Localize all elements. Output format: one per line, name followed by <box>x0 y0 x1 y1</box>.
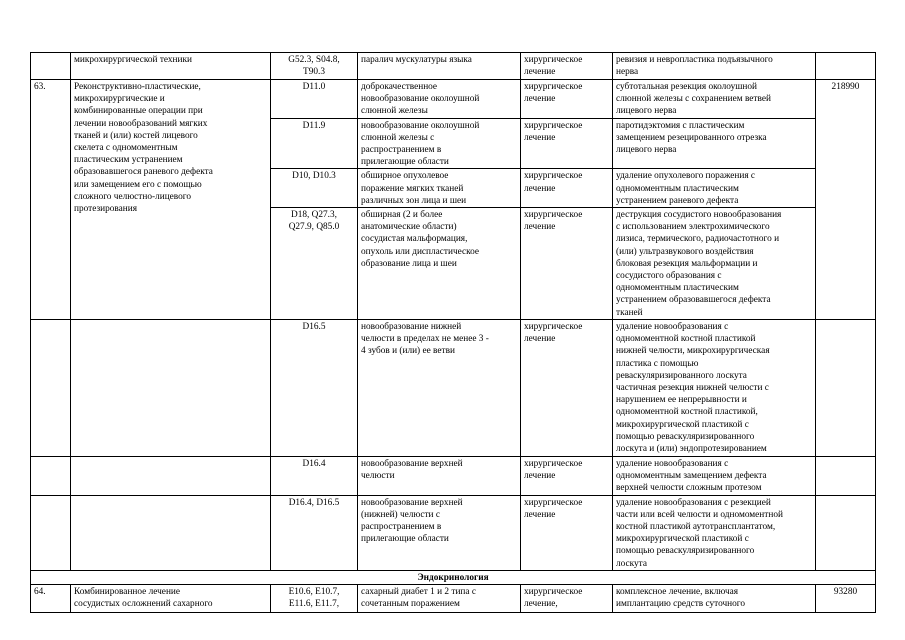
row-code: D11.9 <box>271 118 358 169</box>
row-method: удаление новообразования с резекцией части или всей челюсти и одномоментной костной пластикой аутотрансплантатом, микрохирургической пластикой с помощью реваскуляризированного лоскута <box>613 495 816 570</box>
row-cost <box>816 495 876 570</box>
row-code: G52.3, S04.8, T90.3 <box>271 53 358 80</box>
row-method: комплексное лечение, включая имплантацию средств суточного <box>613 585 816 613</box>
row-name <box>71 457 271 496</box>
row-cost <box>816 53 876 80</box>
row-name: Реконструктивно-пластические, микрохирургические и комбинированные операции при лечении новообразований мягких тканей и (или) костей лицевого скелета с одномоментным пластическим устранением образовавшегося раневого дефекта или замещением его с помощью сложного челюстно-лицевого протезирования <box>71 80 271 320</box>
row-code: D16.4 <box>271 457 358 496</box>
row-code: D16.5 <box>271 320 358 457</box>
services-table <box>30 52 876 613</box>
row-cost <box>816 457 876 496</box>
table-row <box>31 495 876 570</box>
table-row <box>31 80 876 119</box>
row-model: сахарный диабет 1 и 2 типа с сочетанным поражением <box>358 585 521 613</box>
row-method: удаление новообразования с одномоментной костной пластикой нижней челюсти, микрохирургическая пластика с помощью реваскуляризированного лоскута частичная резекция нижней челюсти с нарушением ее непрерывности и одномоментной костной пластикой, микрохирургической пластикой с помощью реваскуляризированного лоскута и (или) эндопротезированием <box>613 320 816 457</box>
row-method: удаление новообразования с одномоментным замещением дефекта верхней челюсти сложным протезом <box>613 457 816 496</box>
row-cost: 93280 <box>816 585 876 613</box>
row-name <box>71 495 271 570</box>
row-number <box>31 320 71 457</box>
row-name <box>71 320 271 457</box>
row-type: хирургическое лечение <box>521 118 613 169</box>
row-model: новообразование верхней (нижней) челюсти с распространением в прилегающие области <box>358 495 521 570</box>
row-type: хирургическое лечение <box>521 80 613 119</box>
row-name: микрохирургической техники <box>71 53 271 80</box>
row-type: хирургическое лечение, <box>521 585 613 613</box>
row-method: ревизия и невропластика подъязычного нерва <box>613 53 816 80</box>
row-type: хирургическое лечение <box>521 53 613 80</box>
table-row <box>31 53 876 80</box>
section-title: Эндокринология <box>31 570 876 584</box>
row-model: обширная (2 и более анатомические области) сосудистая мальформация, опухоль или диспластическое образование лица и шеи <box>358 208 521 320</box>
row-number: 64. <box>31 585 71 613</box>
row-model: паралич мускулатуры языка <box>358 53 521 80</box>
row-model: обширное опухолевое поражение мягких тканей различных зон лица и шеи <box>358 169 521 208</box>
row-number <box>31 495 71 570</box>
table-row <box>31 320 876 457</box>
row-model: новообразование нижней челюсти в пределах не менее 3 - 4 зубов и (или) ее ветви <box>358 320 521 457</box>
row-code: D18, Q27.3, Q27.9, Q85.0 <box>271 208 358 320</box>
row-code: E10.6, E10.7, E11.6, E11.7, <box>271 585 358 613</box>
row-type: хирургическое лечение <box>521 208 613 320</box>
section-row <box>31 570 876 584</box>
row-type: хирургическое лечение <box>521 320 613 457</box>
row-model: новообразование околоушной слюнной железы с распространением в прилегающие области <box>358 118 521 169</box>
row-code: D16.4, D16.5 <box>271 495 358 570</box>
row-cost: 218990 <box>816 80 876 320</box>
table-row <box>31 457 876 496</box>
row-number <box>31 53 71 80</box>
table-row <box>31 585 876 613</box>
row-model: новообразование верхней челюсти <box>358 457 521 496</box>
row-model: доброкачественное новообразование околоушной слюнной железы <box>358 80 521 119</box>
row-method: деструкция сосудистого новообразования с использованием электрохимического лизиса, термического, радиочастотного и (или) ультразвукового воздействия блоковая резекция мальформации и сосудистого образования с одномоментным пластическим устранением образовавшегося дефекта тканей <box>613 208 816 320</box>
row-cost <box>816 320 876 457</box>
row-code: D11.0 <box>271 80 358 119</box>
row-number: 63. <box>31 80 71 320</box>
row-method: паротидэктомия с пластическим замещением резецированного отрезка лицевого нерва <box>613 118 816 169</box>
row-method: субтотальная резекция околоушной слюнной железы с сохранением ветвей лицевого нерва <box>613 80 816 119</box>
row-method: удаление опухолевого поражения с одномоментным пластическим устранением раневого дефекта <box>613 169 816 208</box>
row-code: D10, D10.3 <box>271 169 358 208</box>
row-name: Комбинированное лечение сосудистых осложнений сахарного <box>71 585 271 613</box>
row-type: хирургическое лечение <box>521 495 613 570</box>
row-number <box>31 457 71 496</box>
row-type: хирургическое лечение <box>521 457 613 496</box>
row-type: хирургическое лечение <box>521 169 613 208</box>
